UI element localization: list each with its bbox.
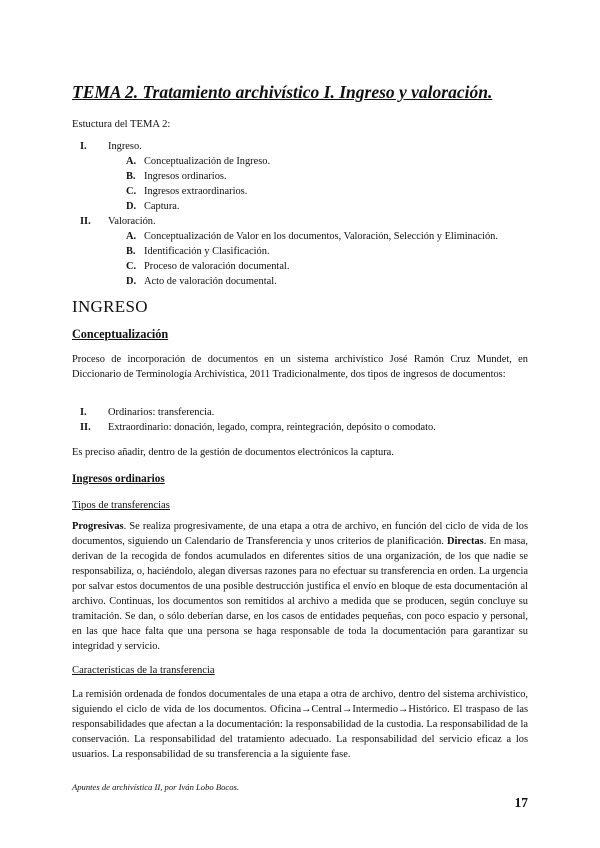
outline-subitem <box>72 274 532 289</box>
note-paragraph: Es preciso añadir, dentro de la gestión de documentos electrónicos la captura. <box>72 447 394 458</box>
ingreso-types-list <box>72 405 532 435</box>
outline-sublabel: Acto de valoración documental. <box>144 276 277 287</box>
outline-subitem <box>72 199 532 214</box>
outline-letter: B. <box>126 171 136 182</box>
list-item-text: Ordinarios: transferencia. <box>108 407 215 418</box>
outline-subitem <box>72 154 532 169</box>
list-numeral: II. <box>80 422 91 433</box>
outline-subitem <box>72 244 532 259</box>
list-item <box>72 420 532 435</box>
list-item <box>72 405 532 420</box>
page-number: 17 <box>514 795 528 810</box>
caract-heading: Características de la transferencia <box>72 665 215 676</box>
directas-term: Directas <box>446 536 484 547</box>
outline-item <box>72 214 532 229</box>
document-title: TEMA 2. Tratamiento archivístico I. Ingreso y valoración. <box>72 82 493 102</box>
outline-sublabel: Conceptualización de Valor en los documentos, Valoración, Selección y Eliminación. <box>144 231 498 242</box>
list-numeral: I. <box>80 407 87 418</box>
outline-letter: B. <box>126 246 136 257</box>
outline-sublabel: Proceso de valoración documental. <box>144 261 290 272</box>
outline-letter: D. <box>126 201 137 212</box>
outline-sublabel: Ingresos extraordinarios. <box>144 186 248 197</box>
caract-paragraph: La remisión ordenada de fondos documentales de una etapa a otra de archivo, dentro del sistema archivístico, siguiendo el ciclo de vida de los documentos. Oficina→Central→Intermedio→Histórico. El traspaso de las responsabilidades que afectan a la documentación: la responsabilidad de la custodia. La responsabilidad de la conservación. La responsabilidad del tratamiento adecuado. La responsabilidad del servicio eficaz a los usuarios. La responsabilidad de su transferencia a la siguiente fase. <box>72 689 528 760</box>
outline-letter: C. <box>126 261 137 272</box>
outline-item <box>72 139 532 154</box>
outline-numeral: II. <box>80 216 91 227</box>
outline-sublabel: Conceptualización de Ingreso. <box>144 156 271 167</box>
list-item-text: Extraordinario: donación, legado, compra, reintegración, depósito o comodato. <box>108 422 436 433</box>
outline-sublabel: Identificación y Clasificación. <box>144 246 270 257</box>
structure-label: Estuctura del TEMA 2: <box>72 119 171 130</box>
outline-letter: A. <box>126 231 137 242</box>
outline-subitem <box>72 229 532 244</box>
outline-numeral: I. <box>80 141 87 152</box>
concept-heading: Conceptualización <box>72 327 169 341</box>
outline-subitem <box>72 169 532 184</box>
transfer-types-paragraph <box>72 519 528 654</box>
section-heading: INGRESO <box>72 297 148 316</box>
outline-letter: D. <box>126 276 137 287</box>
footer-note: Apuntes de archivística II, por Iván Lobo Bocos. <box>72 782 239 792</box>
tipos-heading: Tipos de transferencias <box>72 500 170 511</box>
outline-sublabel: Captura. <box>144 201 180 212</box>
outline-letter: C. <box>126 186 137 197</box>
outline-subitem <box>72 259 532 274</box>
outline-sublabel: Ingresos ordinarios. <box>144 171 227 182</box>
progresivas-text: . Se realiza progresivamente, de una etapa a otra de archivo, en función del ciclo de vida de los documentos, siguiendo un Calendario de Transferencia y unos criterios de planificación. <box>72 521 528 547</box>
outline-label: Ingreso. <box>108 141 142 152</box>
outline-label: Valoración. <box>108 216 156 227</box>
outline-subitem <box>72 184 532 199</box>
concept-paragraph: Proceso de incorporación de documentos en un sistema archivístico José Ramón Cruz Mundet, en Diccionario de Terminología Archivística, 2011 Tradicionalmente, dos tipos de ingresos de documentos: <box>72 354 528 380</box>
ordinarios-heading: Ingresos ordinarios <box>72 473 165 485</box>
directas-text: . En masa, derivan de la recogida de fondos acumulados en diferentes sitios de una organización, de los que nadie se responsabiliza, o, haciéndolo, alegan diversas razones para no efectuar su transferencia en orden. La urgencia por salvar estos documentos de una posible destrucción justifica el envío en bloque de esta documentación al archivo. Continuas, los documentos son remitidos al archivo a medida que se producen, según concluye su tramitación. Se dan, o sólo deberían darse, en los casos de entidades pequeñas, con poco espacio y personal, en las que hace falta que una persona se haga responsable de toda la documentación para garantizar su integridad y servicio. <box>72 536 528 652</box>
topic-outline <box>72 139 532 289</box>
outline-letter: A. <box>126 156 137 167</box>
progresivas-term: Progresivas <box>72 521 124 532</box>
